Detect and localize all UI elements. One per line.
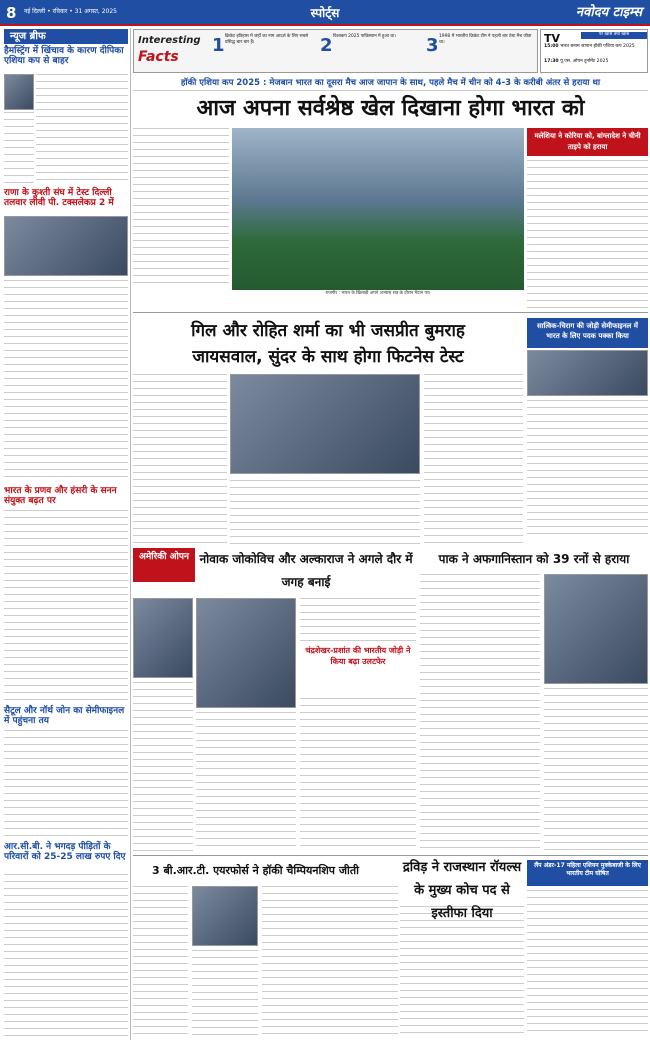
tv-row [544,44,646,50]
facts-logo-line2: Facts [138,48,179,65]
main-photo [232,128,524,290]
hockey-photo [192,886,258,946]
tv-program: यू.एस. ओपन टूर्नामेंट 2025 [560,59,609,64]
tv-schedule-box [540,29,648,73]
fact-number: 3 [426,35,439,56]
badminton-photo [527,350,648,396]
hockey-championship-headline: 3 बी.आर.टी. एयरफोर्स ने हॉकी चैम्पियनशिप जीती [151,864,360,877]
brief-headline-1: हैमस्ट्रिंग में खिंचाव के कारण दीपिका एशिया कप से बाहर [4,46,124,67]
header-rule [0,24,650,26]
facts-logo [138,34,208,70]
tv-time: 17:30 [544,59,559,64]
tennis-story-text-1 [133,682,193,852]
tv-program: भारत बनाम जापान हॉकी एशिया कप 2025 [560,44,635,49]
news-brief-title: न्यूज ब्रीफ [4,29,128,44]
fitness-story-text-1 [133,374,227,544]
side-story-text [527,160,648,310]
section-title: स्पोर्ट्स [310,6,340,20]
fact-text: 1998 में भारतीय क्रिकेट टीम ने पहली बार टेस्ट मैच जीता था। [439,34,532,46]
fitness-story-text-3 [424,374,523,544]
brief-text-1b [4,112,34,184]
fact-number: 2 [320,35,333,56]
tennis-photo-1 [133,598,193,678]
fitness-headline-line1: गिल और रोहित शर्मा का भी जसप्रीत बुमराह [191,321,465,341]
tennis-doubles-text [300,698,416,852]
cricket-photo [544,574,648,684]
fitness-headline-line2: जायसवाल, सुंदर के साथ होगा फिटनेस टेस्ट [192,347,464,367]
brief-text-4 [4,730,128,838]
brief-photo-1 [4,74,34,110]
dravid-story-text [400,906,524,1036]
side-headline-box: मलेशिया ने कोरिया को, बांग्लादेश ने चीनी ताइपे को हराया [527,128,648,156]
tv-time: 15:00 [544,44,559,49]
fitness-test-headline [133,318,523,370]
brief-photo-2 [4,216,128,276]
tennis-doubles-headline: चंद्रशेखर-प्रशांत की भारतीय जोड़ी ने किया बढ़ा उलटफेर [305,646,411,667]
brief-headline-4: सैटूल और नॉर्थ जोन का सेमीफाइनल में पहुंचना तय [4,706,125,727]
brief-headline-3: भारत के प्रणव और हंसरी के सनन संयुक्त बढ़त पर [4,486,117,507]
main-story-text [133,128,229,288]
fitness-story-text-2 [230,480,420,544]
us-open-label: अमेरिकी ओपन [133,548,195,582]
fact-number: 1 [212,35,225,56]
fact-item [426,34,536,70]
section-divider [133,855,648,856]
hockey-story-text-1 [133,886,188,1036]
brief-text-5 [4,874,128,1039]
tv-subtitle: पर खास क्या खास [581,32,647,39]
tennis-photo-2 [196,598,296,708]
fitness-photo [230,374,420,474]
page-date: नई दिल्ली • रविवार • 31 अगस्त, 2025 [24,8,117,15]
cricket-story-text-2 [544,688,648,852]
page-header [0,0,650,24]
brief-headline-2: राणा के कुश्ती संघ में टेस्ट दिल्ली तलवार लीवी पी. टक्सलेकप्र 2 में [4,188,114,209]
main-headline: आज अपना सर्वश्रेष्ठ खेल दिखाना होगा भारत को [196,96,585,121]
brief-text-3 [4,510,128,700]
tennis-story-text-3 [300,598,416,642]
section-divider [133,312,648,313]
brief-text-1 [36,74,128,184]
tennis-story-text-2 [196,712,296,852]
boxing-headline-box: लैंप अंडर-17 महिला एशियन मुक्केबाजी के लिए भारतीय टीम घोषित [527,860,648,886]
tv-row [544,59,646,65]
strip-headline: हॉकी एशिया कप 2025 : मेजबान भारत का दूसरा मैच आज जापान के साथ, पहले मैच में चीन को 4-3 के करीबी अंतर से हराया था [133,75,648,91]
cricket-story-text [420,574,540,852]
dravid-headline: द्रविड़ ने राजस्थान रॉयल्स के मुख्य कोच पद से इस्तीफा दिया [402,860,522,921]
brief-text-2 [4,280,128,480]
fact-text: विश्वकप 2025 पाकिस्तान में हुआ था। [333,34,396,39]
badminton-story-text [527,400,648,540]
brand-logo: नवोदय टाइम्स [575,5,642,20]
interesting-facts-box [133,29,538,73]
tennis-headline: नोवाक जोकोविच और अल्काराज ने अगले दौर में जगह बनाई [199,552,413,589]
brief-headline-5: आर.सी.बी. ने भगदड़ पीड़ितों के परिवारों को 25-25 लाख रुपए दिए [4,842,126,863]
badminton-headline-box: सात्विक-चिराग की जोड़ी सेमीफाइनल में भारत के लिए पदक पक्का किया [527,318,648,348]
page-number: 8 [6,4,17,22]
hockey-story-text-2 [192,950,258,1036]
hockey-story-text-3 [262,886,398,1036]
boxing-story-text [527,890,648,1036]
fact-item [320,34,420,70]
facts-logo-line1: Interesting [138,35,201,46]
fact-item [212,34,316,70]
tv-label: TV [544,32,561,45]
cricket-headline: पाक ने अफगानिस्तान को 39 रनों से हराया [438,552,630,566]
fact-text: क्रिकेट इतिहास में जहाँ का नाम आदर्श के लिए सबसे प्रसिद्ध चार बार हैं। [225,34,309,46]
main-photo-caption: राजगीर : भारत के खिलाड़ी अपने अभ्यास सत्र के दौरान मैदान पर। [325,291,431,296]
column-divider [130,28,131,1040]
